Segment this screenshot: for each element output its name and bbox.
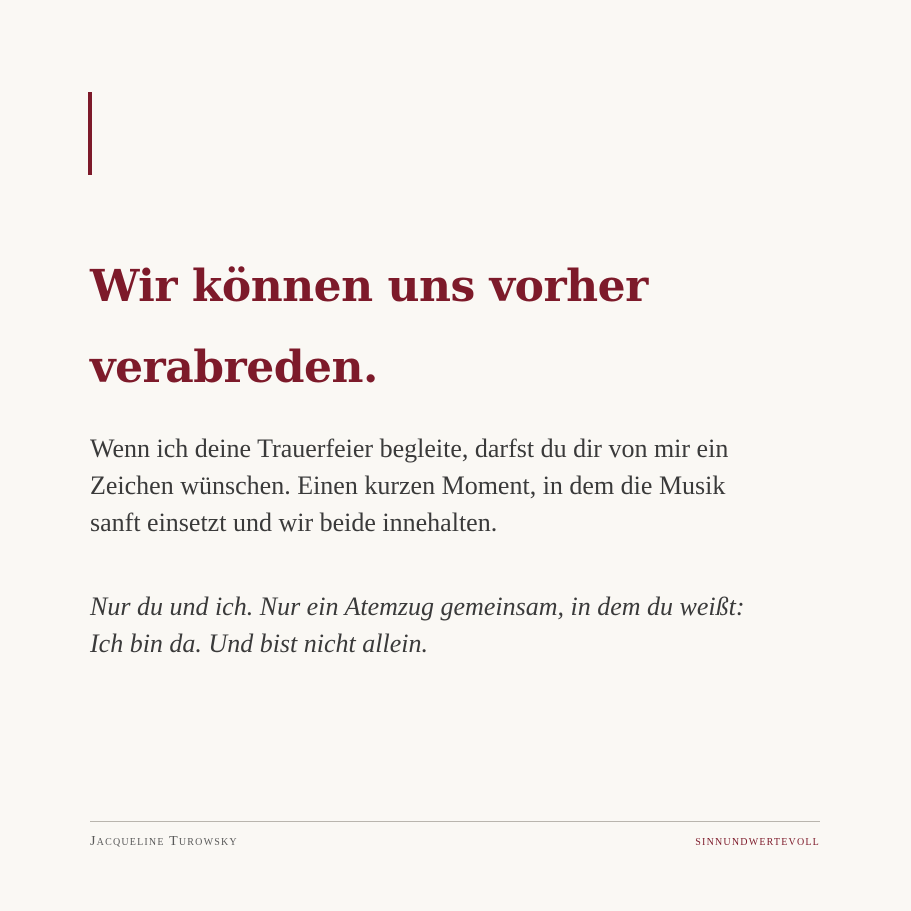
body-paragraph: Wenn ich deine Trauerfeier begleite, darfst du dir von mir ein Zeichen wünschen. Einen kurzen Moment, in dem die Musik sanft einsetzt und wir beide innehalten. [90, 434, 729, 537]
headline: Wir können uns vorher verabreden. [90, 261, 648, 393]
accent-bar [88, 92, 92, 175]
author-name: Jacqueline Turowsky [90, 834, 238, 849]
footer-divider [90, 821, 820, 822]
brand-name: sinnundwertevoll [695, 834, 820, 849]
quote-paragraph: Nur du und ich. Nur ein Atemzug gemeinsam, in dem du weißt: Ich bin da. Und bist nicht allein. [90, 592, 745, 658]
